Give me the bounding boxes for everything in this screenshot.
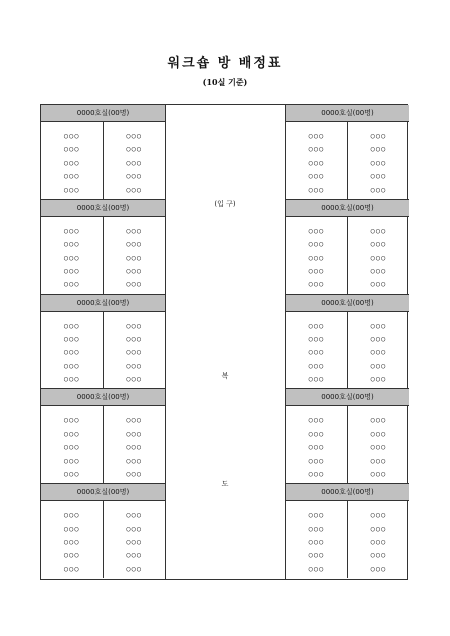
room-seat-group (41, 501, 104, 578)
seat-row: ○○○ (308, 335, 325, 343)
seat-row: ○○○ (308, 280, 325, 289)
seat-row: ○○○ (370, 375, 387, 384)
entrance-label: (입 구) (214, 200, 236, 208)
room-label: 0000호실(00명) (286, 484, 409, 501)
seat-row: ○○○ (370, 524, 387, 533)
seat-row: ○○○ (63, 443, 80, 452)
page-title: 워크숍 방 배정표 (167, 56, 283, 71)
seat-row: ○○○ (63, 470, 80, 479)
seat-row: ○○○ (308, 511, 325, 520)
room-seat-group (348, 122, 409, 199)
room-seat-group (104, 122, 166, 199)
seat-row: ○○○ (126, 511, 143, 520)
seat-row: ○○○ (370, 132, 387, 140)
room-cell (286, 105, 409, 200)
room-cell (286, 389, 409, 484)
seat-row: ○○○ (63, 158, 80, 167)
seat-row: ○○○ (370, 172, 387, 181)
room-seat-group (286, 122, 348, 199)
room-label: 0000호실(00명) (286, 295, 409, 312)
seat-row: ○○○ (126, 456, 143, 465)
seat-row: ○○○ (63, 361, 80, 370)
seat-row: ○○○ (63, 267, 80, 276)
room-seat-group (286, 312, 348, 389)
seat-row: ○○○ (126, 348, 143, 357)
seat-row: ○○○ (126, 538, 143, 546)
seat-row: ○○○ (63, 321, 80, 330)
seat-row: ○○○ (126, 280, 143, 289)
seat-row: ○○○ (63, 240, 80, 249)
seat-row: ○○○ (308, 321, 325, 330)
room-seat-group (41, 406, 104, 483)
seat-row: ○○○ (63, 416, 80, 425)
room-seat-group (286, 217, 348, 294)
room-seat-group (104, 501, 166, 578)
room-seat-group (41, 312, 104, 389)
seat-row: ○○○ (63, 511, 80, 520)
seat-row: ○○○ (370, 470, 387, 479)
room-seat-group (286, 501, 348, 578)
room-seat-group (286, 406, 348, 483)
seat-row: ○○○ (126, 240, 143, 249)
room-seat-group (104, 406, 166, 483)
room-label: 0000호실(00명) (286, 200, 409, 217)
room-seat-group (41, 122, 104, 199)
seat-row: ○○○ (63, 185, 80, 194)
seat-row: ○○○ (308, 158, 325, 167)
room-label: 0000호실(00명) (286, 389, 409, 406)
seat-row: ○○○ (308, 240, 325, 249)
room-label: 0000호실(00명) (41, 105, 165, 122)
seat-row: ○○○ (370, 335, 387, 343)
seat-row: ○○○ (308, 361, 325, 370)
seat-row: ○○○ (308, 253, 325, 262)
seat-row: ○○○ (126, 429, 143, 438)
seat-row: ○○○ (370, 551, 387, 560)
seat-row: ○○○ (308, 185, 325, 194)
seat-row: ○○○ (126, 226, 143, 235)
room-seat-group (348, 501, 409, 578)
seat-row: ○○○ (63, 429, 80, 438)
seat-row: ○○○ (63, 348, 80, 357)
seat-row: ○○○ (308, 470, 325, 479)
seat-row: ○○○ (63, 551, 80, 560)
seat-row: ○○○ (126, 416, 143, 425)
seat-row: ○○○ (308, 416, 325, 425)
seat-row: ○○○ (63, 280, 80, 289)
seat-row: ○○○ (370, 564, 387, 573)
room-cell (41, 105, 165, 200)
seat-row: ○○○ (370, 443, 387, 452)
page-subtitle: (10실 기준) (202, 77, 248, 87)
room-seat-group (348, 406, 409, 483)
room-cell (286, 200, 409, 295)
seat-row: ○○○ (308, 429, 325, 438)
seat-row: ○○○ (63, 538, 80, 546)
room-seat-group (348, 312, 409, 389)
room-label: 0000호실(00명) (286, 105, 409, 122)
seat-row: ○○○ (370, 456, 387, 465)
room-label: 0000호실(00명) (41, 484, 165, 501)
seat-row: ○○○ (126, 267, 143, 276)
seat-row: ○○○ (370, 511, 387, 520)
seat-row: ○○○ (126, 185, 143, 194)
seat-row: ○○○ (308, 172, 325, 181)
room-seat-group (41, 217, 104, 294)
seat-row: ○○○ (370, 253, 387, 262)
seat-row: ○○○ (370, 348, 387, 357)
seat-row: ○○○ (370, 185, 387, 194)
seat-row: ○○○ (370, 267, 387, 276)
seat-row: ○○○ (308, 456, 325, 465)
seat-row: ○○○ (63, 145, 80, 154)
seat-row: ○○○ (370, 226, 387, 235)
seat-row: ○○○ (308, 538, 325, 546)
seat-row: ○○○ (126, 335, 143, 343)
seat-row: ○○○ (126, 564, 143, 573)
seat-row: ○○○ (63, 132, 80, 140)
seat-row: ○○○ (370, 240, 387, 249)
left-room-column (41, 105, 166, 579)
seat-row: ○○○ (126, 321, 143, 330)
room-seat-group (348, 217, 409, 294)
room-cell (41, 295, 165, 390)
seat-row: ○○○ (126, 524, 143, 533)
seat-row: ○○○ (126, 132, 143, 140)
seat-row: ○○○ (308, 524, 325, 533)
room-cell (41, 200, 165, 295)
seat-row: ○○○ (63, 564, 80, 573)
seat-row: ○○○ (63, 253, 80, 262)
right-room-column (285, 105, 409, 579)
room-seat-group (104, 312, 166, 389)
seat-row: ○○○ (308, 443, 325, 452)
seat-row: ○○○ (308, 375, 325, 384)
seat-row: ○○○ (370, 280, 387, 289)
seat-row: ○○○ (370, 145, 387, 154)
seat-row: ○○○ (126, 158, 143, 167)
seat-row: ○○○ (370, 429, 387, 438)
seat-row: ○○○ (63, 226, 80, 235)
corridor-label-1: 복 (221, 372, 229, 380)
seat-row: ○○○ (63, 172, 80, 181)
room-label: 0000호실(00명) (41, 295, 165, 312)
seat-row: ○○○ (126, 551, 143, 560)
seat-row: ○○○ (308, 348, 325, 357)
room-label: 0000호실(00명) (41, 200, 165, 217)
seat-row: ○○○ (63, 456, 80, 465)
seat-row: ○○○ (126, 443, 143, 452)
room-cell (41, 484, 165, 579)
seat-row: ○○○ (308, 226, 325, 235)
seat-row: ○○○ (370, 361, 387, 370)
seat-row: ○○○ (63, 335, 80, 343)
room-cell (286, 484, 409, 579)
seat-row: ○○○ (126, 375, 143, 384)
seat-row: ○○○ (370, 538, 387, 546)
seat-row: ○○○ (126, 361, 143, 370)
room-layout-table (40, 104, 408, 580)
seat-row: ○○○ (308, 132, 325, 140)
seat-row: ○○○ (370, 321, 387, 330)
seat-row: ○○○ (308, 564, 325, 573)
seat-row: ○○○ (370, 158, 387, 167)
seat-row: ○○○ (126, 470, 143, 479)
corridor-label-2: 도 (221, 480, 229, 488)
room-cell (286, 295, 409, 390)
seat-row: ○○○ (126, 253, 143, 262)
seat-row: ○○○ (370, 416, 387, 425)
room-cell (41, 389, 165, 484)
seat-row: ○○○ (308, 145, 325, 154)
seat-row: ○○○ (63, 524, 80, 533)
seat-row: ○○○ (126, 145, 143, 154)
seat-row: ○○○ (308, 551, 325, 560)
seat-row: ○○○ (63, 375, 80, 384)
room-seat-group (104, 217, 166, 294)
seat-row: ○○○ (126, 172, 143, 181)
room-label: 0000호실(00명) (41, 389, 165, 406)
seat-row: ○○○ (308, 267, 325, 276)
